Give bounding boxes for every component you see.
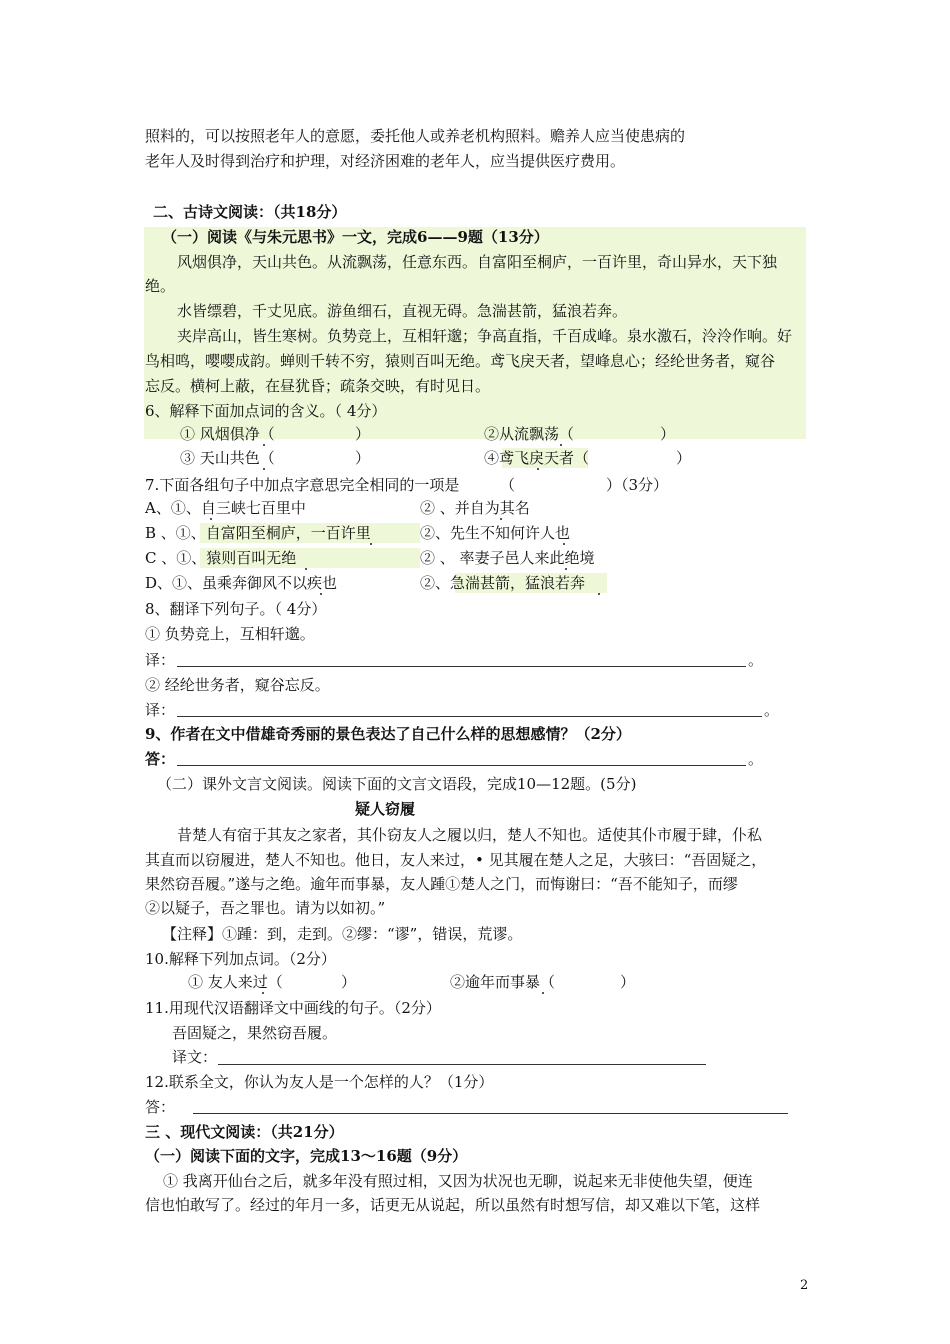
option-d2: ②、急湍甚箭，猛浪若奔 bbox=[420, 574, 586, 592]
q8-sentence: ② 经纶世务者，窥谷忘反。 bbox=[145, 676, 330, 694]
text-line: 照料的，可以按照老年人的意愿，委托他人或养老机构照料。赡养人应当使患病的 bbox=[145, 127, 686, 145]
option-a2: ② 、并自为其名 bbox=[420, 499, 530, 517]
translate-label: 译： bbox=[145, 651, 176, 669]
subsection-title: （二）课外文言文阅读。阅读下面的文言文语段，完成10—12题。(5分) bbox=[157, 775, 637, 793]
question-8: 8、翻译下列句子。（ 4分） bbox=[145, 600, 327, 618]
q6-paren: ） bbox=[355, 425, 371, 443]
option-d1: D、①、虽乘奔御风不以疾也 bbox=[145, 574, 338, 592]
q6-item: ③ 天山共色（ bbox=[180, 449, 275, 467]
section-title: 三 、现代文阅读：（共21分） bbox=[145, 1123, 344, 1141]
option-b2: ②、先生不知何许人也 bbox=[420, 524, 571, 542]
q10-paren: ） bbox=[341, 973, 357, 991]
passage-line: 昔楚人有宿于其友之家者，其仆窃友人之履以归，楚人不知也。适使其仆市履于肆，仆私 bbox=[177, 826, 763, 844]
passage-title: 疑人窃履 bbox=[355, 800, 416, 818]
translate-label: 译文： bbox=[172, 1048, 218, 1066]
emphasis-dot bbox=[563, 543, 565, 545]
emphasis-dot bbox=[542, 992, 544, 994]
emphasis-dot bbox=[305, 568, 307, 570]
answer-line[interactable] bbox=[177, 765, 746, 766]
q6-item: ④鸢飞戾天者（ bbox=[484, 449, 590, 467]
passage-line: 鸟相鸣，嘤嘤成韵。蝉则千转不穷，猿则百叫无绝。鸢飞戾天者，望峰息心；经纶世务者，窥谷 bbox=[145, 352, 776, 370]
answer-label: 答： bbox=[145, 1098, 176, 1116]
passage-line: 忘反。横柯上蔽，在昼犹昏；疏条交映，有时见日。 bbox=[145, 377, 491, 395]
emphasis-dot bbox=[370, 543, 372, 545]
question-11: 11.用现代汉语翻译文中画线的句子。（2分） bbox=[145, 999, 441, 1017]
answer-line[interactable] bbox=[193, 1113, 788, 1114]
emphasis-dot bbox=[560, 444, 562, 446]
emphasis-dot bbox=[320, 593, 322, 595]
answer-line[interactable] bbox=[177, 666, 746, 667]
emphasis-dot bbox=[598, 593, 600, 595]
answer-line[interactable] bbox=[177, 716, 762, 717]
emphasis-dot bbox=[537, 468, 539, 470]
q8-sentence: ① 负势竞上，互相轩邈。 bbox=[145, 625, 315, 643]
translate-label: 译： bbox=[145, 701, 176, 719]
emphasis-dot bbox=[500, 518, 502, 520]
annotation: 【注释】①踵：到，走到。②缪：“谬”，错误，荒谬。 bbox=[162, 925, 523, 943]
answer-label: 答： bbox=[145, 750, 176, 768]
passage-line: 风烟俱净，天山共色。从流飘荡，任意东西。自富阳至桐庐，一百许里，奇山异水，天下独 bbox=[177, 253, 778, 271]
page-number: 2 bbox=[800, 1278, 809, 1293]
period: 。 bbox=[748, 651, 764, 669]
passage-line: 水皆缥碧，千丈见底。游鱼细石，直视无碍。急湍甚箭，猛浪若奔。 bbox=[177, 302, 628, 320]
passage-line: 果然窃吾履。”遂与之绝。逾年而事暴，友人踵①楚人之门，而悔谢曰：“吾不能知子，而缪 bbox=[145, 875, 738, 893]
emphasis-dot bbox=[565, 568, 567, 570]
text-line: 老年人及时得到治疗和护理，对经济困难的老年人，应当提供医疗费用。 bbox=[145, 152, 626, 170]
period: 。 bbox=[748, 750, 764, 768]
subsection-title: （一）阅读《与朱元思书》一文，完成6——9题（13分） bbox=[162, 228, 549, 246]
q6-paren: ） bbox=[355, 449, 371, 467]
question-12: 12.联系全文，你认为友人是一个怎样的人？（1分） bbox=[145, 1073, 494, 1091]
q10-paren: ） bbox=[620, 973, 636, 991]
q10-item: ②逾年而事暴（ bbox=[450, 973, 556, 991]
emphasis-dot bbox=[263, 468, 265, 470]
emphasis-dot bbox=[263, 444, 265, 446]
passage-line: ②以疑子，吾之罪也。请为以如初。” bbox=[145, 899, 386, 917]
q10-item: ① 友人来过（ bbox=[188, 973, 283, 991]
q7-paren: （ bbox=[500, 476, 516, 494]
question-10: 10.解释下列加点词。（2分） bbox=[145, 950, 336, 968]
q11-sentence: 吾固疑之，果然窃吾履。 bbox=[172, 1024, 338, 1042]
question-6: 6、解释下面加点词的含义。（ 4分） bbox=[145, 402, 387, 420]
option-b1: B 、①、自富阳至桐庐，一百许里 bbox=[145, 524, 371, 542]
period: 。 bbox=[764, 701, 780, 719]
subsection-title: （一）阅读下面的文字，完成13～16题（9分） bbox=[145, 1147, 468, 1165]
q6-item: ②从流飘荡（ bbox=[484, 425, 575, 443]
q6-paren: ） bbox=[660, 425, 676, 443]
question-9: 9、作者在文中借雄奇秀丽的景色表达了自己什么样的思想感情？（2分） bbox=[145, 725, 631, 743]
q6-item: ① 风烟俱净（ bbox=[180, 425, 275, 443]
option-a1: A、①、自三峡七百里中 bbox=[145, 499, 306, 517]
passage-line: 信也怕敢写了。经过的年月一多，话更无从说起，所以虽然有时想写信，却又难以下笔，这样 bbox=[145, 1196, 761, 1214]
passage-line: 绝。 bbox=[145, 277, 176, 295]
answer-line[interactable] bbox=[218, 1064, 706, 1065]
q7-paren: ）（3分） bbox=[606, 476, 669, 494]
q6-paren: ） bbox=[676, 449, 692, 467]
section-title: 二、古诗文阅读：（共18分） bbox=[153, 203, 347, 221]
option-c2: ② 、 率妻子邑人来此绝境 bbox=[420, 549, 595, 567]
emphasis-dot bbox=[262, 992, 264, 994]
emphasis-dot bbox=[210, 518, 212, 520]
passage-line: ① 我离开仙台之后，就多年没有照过相，又因为状况也无聊，说起来无非使他失望，便连 bbox=[163, 1172, 753, 1190]
passage-line: 其直而以窃履进，楚人不知也。他日，友人来过，• 见其履在楚人之足，大骇曰：“吾固疑之， bbox=[145, 851, 767, 869]
passage-line: 夹岸高山，皆生寒树。负势竞上，互相轩邈；争高直指，千百成峰。泉水激石，泠泠作响。好 bbox=[177, 327, 793, 345]
option-c1: C 、①、猿则百叫无绝 bbox=[145, 549, 297, 567]
question-7: 7.下面各组句子中加点字意思完全相同的一项是 bbox=[145, 476, 460, 494]
